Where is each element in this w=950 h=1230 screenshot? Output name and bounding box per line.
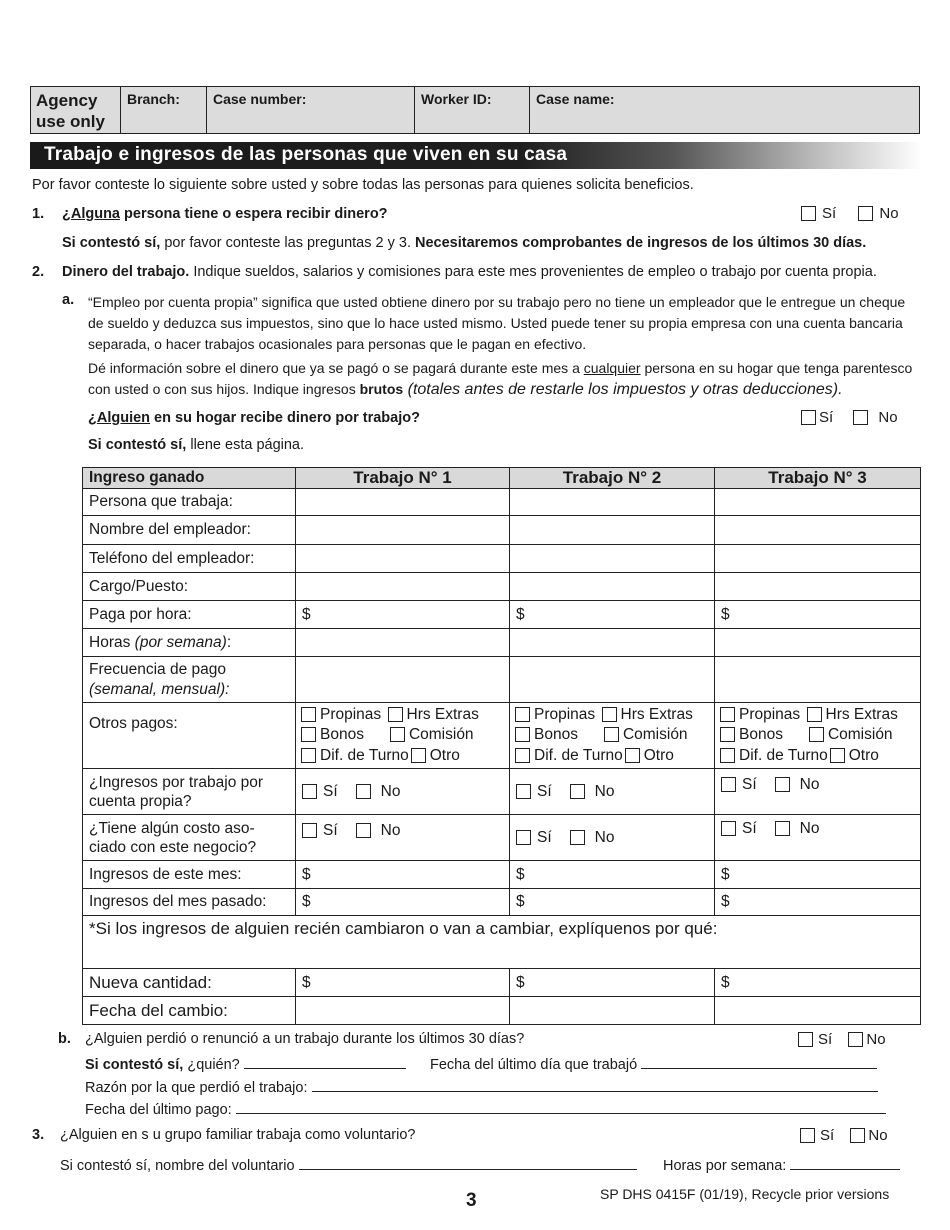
job3-bonos-checkbox[interactable] <box>720 727 735 742</box>
job1-self-employed: Sí No <box>296 769 510 815</box>
page-number: 3 <box>466 1190 477 1211</box>
job2-persona-field[interactable] <box>510 489 715 516</box>
job1-self-yes-checkbox[interactable] <box>302 784 317 799</box>
q2-number: 2. <box>32 264 45 280</box>
row-label-otros: Otros pagos: <box>83 703 296 769</box>
q2a-yes-checkbox[interactable] <box>801 410 816 425</box>
row-label-frecuencia: Frecuencia de pago (semanal, mensual): <box>83 657 296 703</box>
job1-employer-field[interactable] <box>296 516 510 545</box>
q1-no-label: No <box>879 205 899 222</box>
q2b-who-row: Si contestó sí, ¿quién? <box>85 1054 406 1073</box>
q1-yes-no <box>801 205 917 222</box>
row-label-fecha: Fecha del cambio: <box>83 997 296 1025</box>
job1-dif-turno-checkbox[interactable] <box>301 748 316 763</box>
q3-no-label: No <box>868 1127 888 1144</box>
job1-propinas-checkbox[interactable] <box>301 707 316 722</box>
job3-propinas-checkbox[interactable] <box>720 707 735 722</box>
row-label-cargo: Cargo/Puesto: <box>83 573 296 601</box>
q2a-follow-up: Si contestó sí, llene esta página. <box>88 437 305 453</box>
job1-phone-field[interactable] <box>296 545 510 573</box>
job2-self-employed: Sí No <box>510 769 715 815</box>
q2b-who-field[interactable] <box>244 1054 406 1069</box>
q2a-yes-no <box>801 409 916 426</box>
q2b-last-day-row: Fecha del último día que trabajó <box>430 1054 877 1073</box>
job2-hours-field[interactable] <box>510 629 715 657</box>
row-label-telefono: Teléfono del empleador: <box>83 545 296 573</box>
job1-persona-field[interactable] <box>296 489 510 516</box>
case-number-field[interactable] <box>207 87 415 133</box>
job2-hourly-pay-field[interactable]: $ <box>510 601 715 629</box>
q2a-definition: “Empleo por cuenta propia” significa que usted obtiene dinero por su trabajo pero no tiene un empleador que le entregue un cheque de sueldo y deduzca sus impuestos, sino que lo hace usted mismo. Usted puede tener su propia empresa con una cuenta bancaria separada, o hacer trabajos ocasionales para personas que le pagan en efectivo. Dé información sobre el dinero que ya se pagó o se pagará durante este mes a cualquier persona en su hogar que tenga parentesco con usted o con sus hijos. Indique ingresos brutos (totales antes de restarle los impuestos y otras deducciones). <box>88 294 913 398</box>
q1-yes-label: Sí <box>822 205 837 222</box>
job2-phone-field[interactable] <box>510 545 715 573</box>
q2a-no-label: No <box>878 409 898 426</box>
q1-yes-checkbox[interactable] <box>801 206 816 221</box>
row-label-paga: Paga por hora: <box>83 601 296 629</box>
job1-business-cost: Sí No <box>296 815 510 861</box>
job2-change-date-field[interactable] <box>510 997 715 1025</box>
job3-last-month-field[interactable]: $ <box>715 889 921 916</box>
job1-bonos-checkbox[interactable] <box>301 727 316 742</box>
job1-hourly-pay-field[interactable]: $ <box>296 601 510 629</box>
job2-new-amount-field[interactable]: $ <box>510 969 715 997</box>
job2-dif-turno-checkbox[interactable] <box>515 748 530 763</box>
job3-title-field[interactable] <box>715 573 921 601</box>
row-label-este-mes: Ingresos de este mes: <box>83 861 296 889</box>
job3-cost-yes-checkbox[interactable] <box>721 821 736 836</box>
job3-phone-field[interactable] <box>715 545 921 573</box>
q2b-yes-label: Sí <box>818 1031 833 1048</box>
income-change-explanation-field[interactable] <box>83 916 921 969</box>
q3-question: ¿Alguien en s u grupo familiar trabaja como voluntario? <box>60 1127 416 1143</box>
q2b-no-checkbox[interactable] <box>848 1032 863 1047</box>
q2b-yes-no <box>798 1031 904 1048</box>
job3-hours-field[interactable] <box>715 629 921 657</box>
job2-hrs-extras-checkbox[interactable] <box>602 707 617 722</box>
section-banner <box>30 142 922 169</box>
job3-hrs-extras-checkbox[interactable] <box>807 707 822 722</box>
job3-this-month-field[interactable]: $ <box>715 861 921 889</box>
q2a-yes-label: Sí <box>819 409 834 426</box>
row-label-horas: Horas (por semana): <box>83 629 296 657</box>
job3-cost-no-checkbox[interactable] <box>775 821 790 836</box>
job2-frequency-field[interactable] <box>510 657 715 703</box>
job1-cost-yes-checkbox[interactable] <box>302 823 317 838</box>
case-name-label: Case name: <box>536 91 615 107</box>
job1-last-month-field[interactable]: $ <box>296 889 510 916</box>
job1-otro-checkbox[interactable] <box>411 748 426 763</box>
job2-otro-checkbox[interactable] <box>625 748 640 763</box>
q2b-last-pay-field[interactable] <box>236 1099 886 1114</box>
job2-cost-yes-checkbox[interactable] <box>516 830 531 845</box>
agency-use-only-label: Agency use only <box>31 87 121 133</box>
q3-yes-label: Sí <box>820 1127 835 1144</box>
q2b-letter: b. <box>58 1031 71 1047</box>
row-label-nueva: Nueva cantidad: <box>83 969 296 997</box>
job2-comision-checkbox[interactable] <box>604 727 619 742</box>
job2-business-cost: Sí No <box>510 815 715 861</box>
job2-title-field[interactable] <box>510 573 715 601</box>
q2b-reason-field[interactable] <box>312 1077 878 1092</box>
q3-number: 3. <box>32 1127 45 1143</box>
job3-new-amount-field[interactable]: $ <box>715 969 921 997</box>
job1-change-date-field[interactable] <box>296 997 510 1025</box>
job3-self-no-checkbox[interactable] <box>775 777 790 792</box>
q2b-last-day-field[interactable] <box>641 1054 877 1069</box>
case-number-label: Case number: <box>213 91 307 107</box>
job1-hrs-extras-checkbox[interactable] <box>388 707 403 722</box>
job3-hourly-pay-field[interactable]: $ <box>715 601 921 629</box>
q1-question: ¿Alguna persona tiene o espera recibir dinero? <box>62 206 388 222</box>
table-header-income: Ingreso ganado <box>83 468 296 489</box>
q3-yes-checkbox[interactable] <box>800 1128 815 1143</box>
job1-frequency-field[interactable] <box>296 657 510 703</box>
job3-change-date-field[interactable] <box>715 997 921 1025</box>
job2-last-month-field[interactable]: $ <box>510 889 715 916</box>
job2-propinas-checkbox[interactable] <box>515 707 530 722</box>
row-label-cuenta-propia: ¿Ingresos por trabajo por cuenta propia? <box>83 769 296 815</box>
row-label-empleador: Nombre del empleador: <box>83 516 296 545</box>
job3-self-yes-checkbox[interactable] <box>721 777 736 792</box>
q3-yes-no <box>800 1127 906 1144</box>
q3-volunteer-name-field[interactable] <box>299 1155 637 1170</box>
job2-cost-no-checkbox[interactable] <box>570 830 585 845</box>
table-header-job-1: Trabajo N° 1 <box>296 468 510 489</box>
q1-no-checkbox[interactable] <box>858 206 873 221</box>
row-label-persona: Persona que trabaja: <box>83 489 296 516</box>
job1-comision-checkbox[interactable] <box>390 727 405 742</box>
q1-follow-up: Si contestó sí, por favor conteste las preguntas 2 y 3. Necesitaremos comprobantes de ingresos de los últimos 30 días. <box>62 235 867 251</box>
row-label-costo: ¿Tiene algún costo aso- ciado con este negocio? <box>83 815 296 861</box>
q2a-question: ¿Alguien en su hogar recibe dinero por trabajo? <box>88 410 420 426</box>
job3-other-pay: Propinas Hrs Extras Bonos Comisión Dif. de Turno Otro <box>715 703 921 769</box>
job1-this-month-field[interactable]: $ <box>296 861 510 889</box>
q2b-yes-checkbox[interactable] <box>798 1032 813 1047</box>
intro-text: Por favor conteste lo siguiente sobre usted y sobre todas las personas para quienes solicita beneficios. <box>32 177 694 193</box>
form-number: SP DHS 0415F (01/19), Recycle prior versions <box>600 1186 890 1202</box>
job1-self-no-checkbox[interactable] <box>356 784 371 799</box>
q1-number: 1. <box>32 206 45 222</box>
worker-id-field[interactable] <box>415 87 530 133</box>
job1-new-amount-field[interactable]: $ <box>296 969 510 997</box>
q2b-reason-row: Razón por la que perdió el trabajo: <box>85 1077 878 1096</box>
q3-hours-row: Horas por semana: <box>663 1155 900 1174</box>
job2-bonos-checkbox[interactable] <box>515 727 530 742</box>
job2-other-pay: Propinas Hrs Extras Bonos Comisión Dif. de Turno Otro <box>510 703 715 769</box>
q2b-question: ¿Alguien perdió o renunció a un trabajo durante los últimos 30 días? <box>85 1031 525 1047</box>
job3-comision-checkbox[interactable] <box>809 727 824 742</box>
job2-self-yes-checkbox[interactable] <box>516 784 531 799</box>
job3-frequency-field[interactable] <box>715 657 921 703</box>
job1-hours-field[interactable] <box>296 629 510 657</box>
job3-dif-turno-checkbox[interactable] <box>720 748 735 763</box>
case-name-field[interactable] <box>530 87 919 133</box>
job2-employer-field[interactable] <box>510 516 715 545</box>
q3-volunteer-row: Si contestó sí, nombre del voluntario <box>60 1155 637 1174</box>
job3-self-employed: Sí No <box>715 769 921 815</box>
job1-cost-no-checkbox[interactable] <box>356 823 371 838</box>
section-title: Trabajo e ingresos de las personas que viven en su casa <box>44 144 568 165</box>
q2b-no-label: No <box>866 1031 886 1048</box>
q3-hours-field[interactable] <box>790 1155 900 1170</box>
job3-employer-field[interactable] <box>715 516 921 545</box>
row-label-mes-pasado: Ingresos del mes pasado: <box>83 889 296 916</box>
table-header-job-3: Trabajo N° 3 <box>715 468 921 489</box>
earned-income-table <box>82 467 921 1025</box>
table-header-job-2: Trabajo N° 2 <box>510 468 715 489</box>
job2-this-month-field[interactable]: $ <box>510 861 715 889</box>
q3-no-checkbox[interactable] <box>850 1128 865 1143</box>
job3-business-cost: Sí No <box>715 815 921 861</box>
q2a-letter: a. <box>62 292 75 308</box>
job1-other-pay: Propinas Hrs Extras Bonos Comisión Dif. de Turno Otro <box>296 703 510 769</box>
q2b-last-pay-row: Fecha del último pago: <box>85 1099 886 1118</box>
branch-label: Branch: <box>127 91 180 107</box>
q2a-no-checkbox[interactable] <box>853 410 868 425</box>
job3-otro-checkbox[interactable] <box>830 748 845 763</box>
job3-persona-field[interactable] <box>715 489 921 516</box>
job2-self-no-checkbox[interactable] <box>570 784 585 799</box>
q2-text: Dinero del trabajo. Indique sueldos, salarios y comisiones para este mes provenientes de empleo o trabajo por cuenta propia. <box>62 264 877 280</box>
worker-id-label: Worker ID: <box>421 91 492 107</box>
branch-field[interactable] <box>121 87 207 133</box>
agency-use-box <box>30 86 920 134</box>
job1-title-field[interactable] <box>296 573 510 601</box>
income-change-note: *Si los ingresos de alguien recién cambiaron o van a cambiar, explíquenos por qué: <box>89 919 718 938</box>
